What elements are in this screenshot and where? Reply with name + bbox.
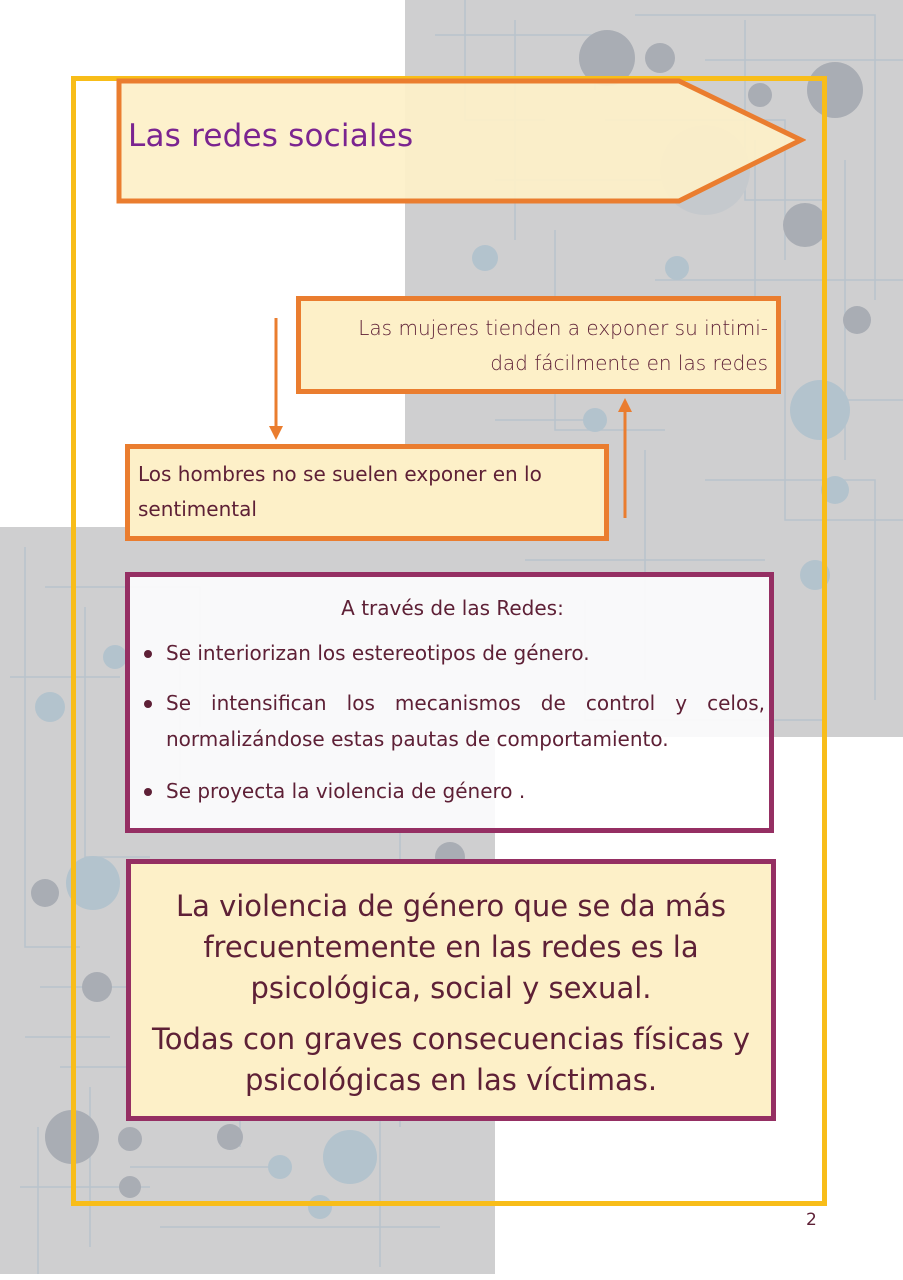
women-box-line-1: Las mujeres tienden a exponer su intimi- [358,316,768,340]
list-item [140,635,765,671]
arrow-up-icon [615,396,635,518]
men-box-line-1: Los hombres no se suelen exponer en lo [138,462,542,486]
violence-summary-box [126,859,776,1121]
list-item [140,773,765,809]
page-number: 2 [806,1210,817,1230]
bullet-icon [144,650,152,658]
redes-effects-list [140,635,765,809]
women-box-line-2: dad fácilmente en las redes [490,351,768,375]
redes-heading: A través de las Redes: [341,596,564,620]
list-item-text: Se interiorizan los estereotipos de género. [166,641,590,665]
bullet-icon [144,788,152,796]
list-item-text: Se intensifican los mecanismos de control y celos, normalizándose estas pautas de comportamiento. [166,691,765,751]
list-item [140,685,765,757]
men-box-line-2: sentimental [138,497,257,521]
page-title: Las redes sociales [128,118,414,154]
violence-paragraph-2: Todas con graves consecuencias físicas y psicológicas en las víctimas. [151,1022,751,1097]
bullet-icon [144,700,152,708]
violence-paragraph-1: La violencia de género que se da más frecuentemente en las redes es la psicológica, social y sexual. [175,889,727,1005]
list-item-text: Se proyecta la violencia de género . [166,779,526,803]
women-exposure-box [296,296,781,394]
title-banner [116,78,806,204]
men-exposure-box [125,444,609,541]
redes-effects-box [125,572,774,833]
arrow-down-icon [266,316,286,442]
